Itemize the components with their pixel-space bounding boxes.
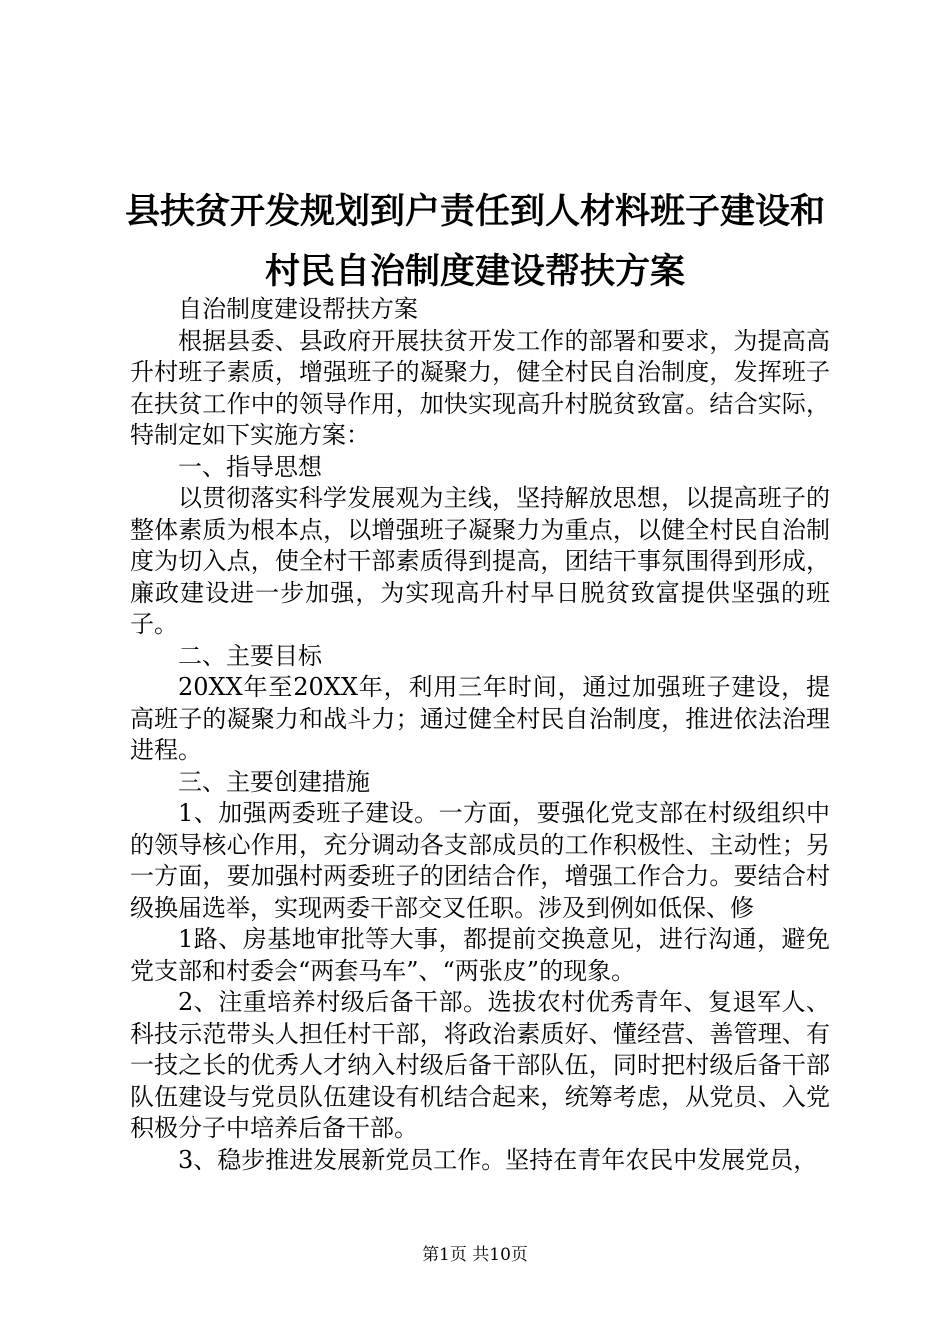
- section-heading: 二、主要目标: [178, 641, 322, 670]
- paragraph: 自治制度建设帮扶方案: [178, 295, 418, 323]
- document-title-line-2: 村民自治制度建设帮扶方案: [264, 251, 685, 292]
- section-heading: 三、主要创建措施: [178, 767, 370, 796]
- paragraph: 1路、房基地审批等大事，都提前交换意见，进行沟通，避免党支部和村委会“两套马车”、“两张皮”的现象。: [130, 925, 830, 985]
- section-heading: 一、指导思想: [178, 452, 322, 481]
- paragraph: 以贯彻落实科学发展观为主线，坚持解放思想，以提高班子的整体素质为根本点，以增强班子凝聚力为重点，以健全村民自治制度为切入点，使全村干部素质得到提高，团结干事氛围得到形成，廉政建设进一步加强，为实现高升村早日脱贫致富提供坚强的班子。: [130, 484, 830, 638]
- page-number-footer: 第1页 共10页: [422, 1245, 528, 1265]
- paragraph: 1、加强两委班子建设。一方面，要强化党支部在村级组织中的领导核心作用，充分调动各支部成员的工作积极性、主动性；另一方面，要加强村两委班子的团结合作，增强工作合力。要结合村级换届选举，实现两委干部交叉任职。涉及到例如低保、修: [130, 799, 830, 922]
- paragraph: 根据县委、县政府开展扶贫开发工作的部署和要求，为提高高升村班子素质，增强班子的凝聚力，健全村民自治制度，发挥班子在扶贫工作中的领导作用，加快实现高升村脱贫致富。结合实际，特制定如下实施方案：: [130, 326, 830, 449]
- document-title-line-1: 县扶贫开发规划到户责任到人材料班子建设和: [124, 191, 825, 232]
- paragraph: 3、稳步推进发展新党员工作。坚持在青年农民中发展党员，: [178, 1145, 818, 1174]
- document-body: [130, 294, 830, 1176]
- paragraph: 20XX年至20XX年，利用三年时间，通过加强班子建设，提高班子的凝聚力和战斗力；通过健全村民自治制度，推进依法治理进程。: [130, 673, 830, 764]
- paragraph: 2、注重培养村级后备干部。选拔农村优秀青年、复退军人、科技示范带头人担任村干部，将政治素质好、懂经营、善管理、有一技之长的优秀人才纳入村级后备干部队伍，同时把村级后备干部队伍建设与党员队伍建设有机结合起来，统筹考虑，从党员、入党积极分子中培养后备干部。: [130, 988, 830, 1142]
